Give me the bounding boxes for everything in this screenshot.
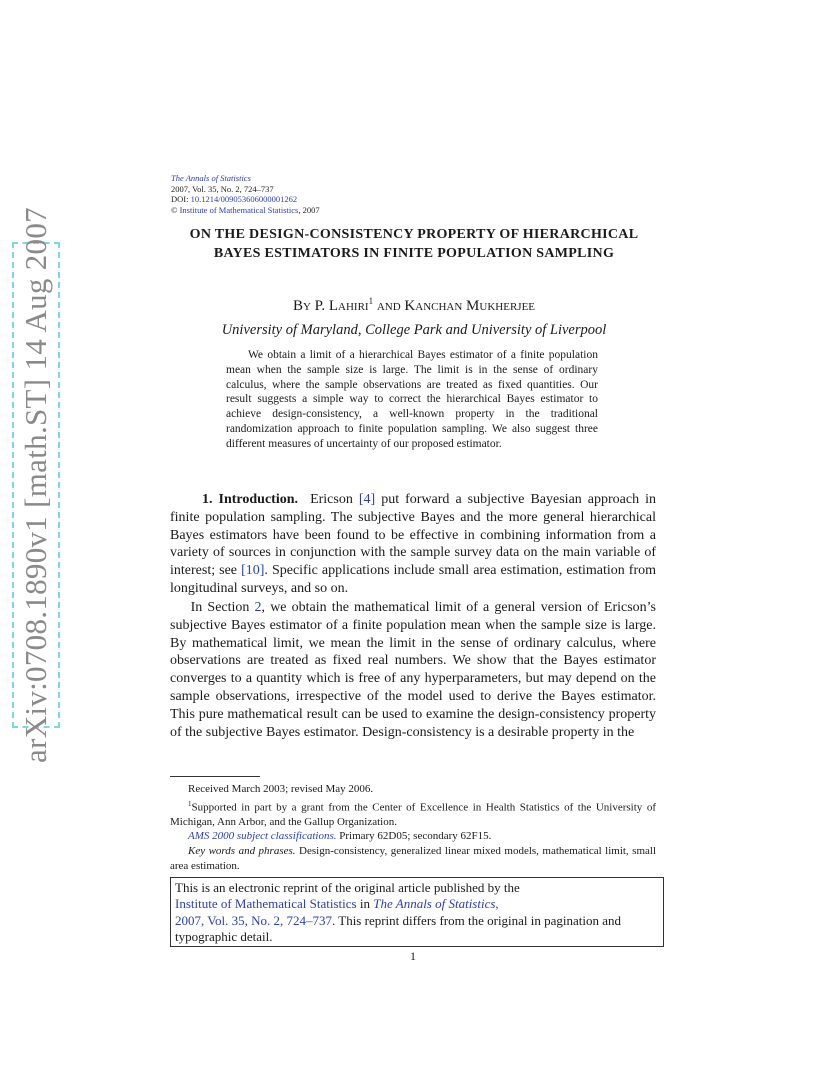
author-lahiri: P. Lahiri <box>314 298 369 314</box>
citation-link-10[interactable]: [10] <box>241 563 265 579</box>
support-note <box>170 797 656 830</box>
journal-volume: 2007, Vol. 35, No. 2, 724–737 <box>171 183 274 194</box>
keywords-text: Design-consistency, generalized linear mixed models, mathematical limit, small area estimation. <box>170 845 656 872</box>
reprint-notice <box>170 877 664 947</box>
reprint-line-1: This is an electronic reprint of the original article published by the <box>175 880 520 895</box>
section-link-2[interactable]: 2 <box>254 600 262 615</box>
copyright-icon: © <box>171 204 178 215</box>
ams-text: Primary 62D05; secondary 62F15. <box>336 830 492 843</box>
ams-link[interactable]: AMS 2000 subject classifications. <box>188 830 337 843</box>
journal-name-link[interactable]: The Annals of Statistics <box>171 173 251 183</box>
support-text: Supported in part by a grant from the Center of Excellence in Health Statistics of the University of Michigan, Ann Arbor, and the Gallup Organization. <box>170 801 656 828</box>
author-mukherjee: Kanchan Mukherjee <box>404 298 536 314</box>
intro-paragraph-1 <box>170 491 656 598</box>
intro-text-1b: put forward a subjective Bayesian approach in finite population sampling. The subjective Bayes and the more general hierarchical Bayes estimators have been found to be effective in combining information from a variety of sources in conjunction with the sample survey data on the main variable of interest; see <box>170 492 657 579</box>
footnote-divider <box>170 776 260 777</box>
reprint-rest: . This reprint differs from the original in pagination and typographic detail. <box>175 912 622 945</box>
reprint-journal-link[interactable]: The Annals of Statistics <box>373 896 496 912</box>
arxiv-identifier[interactable]: arXiv:0708.1890v1 [math.ST] 14 Aug 2007 <box>18 207 53 763</box>
reprint-ims-link[interactable]: Institute of Mathematical Statistics <box>175 896 357 912</box>
received-note: Received March 2003; revised May 2006. <box>188 783 374 795</box>
intro-text-2a: In Section <box>190 600 255 615</box>
section-heading-introduction: 1. Introduction. <box>202 492 299 507</box>
citation-link-4[interactable]: [4] <box>358 492 376 507</box>
intro-text-1a: Ericson <box>310 492 359 507</box>
ams-classification <box>170 829 656 844</box>
abstract: We obtain a limit of a hierarchical Bayes estimator of a finite population mean when the sample size is large. The limit is in the sense of ordinary calculus, where the sample observations are treated as fixed quantities. Our result suggests a simple way to correct the hierarchical Bayes estimator to achieve design-consistency, a well-known property in the traditional randomization approach to finite population sampling. We also suggest three different measures of uncertainty of our proposed estimator. <box>226 349 598 450</box>
doi-label: DOI: <box>171 194 191 204</box>
page-number: 1 <box>410 949 416 963</box>
support-footnote-mark: 1 <box>188 799 192 808</box>
reprint-issue-link[interactable]: 2007, Vol. 35, No. 2, 724–737 <box>175 912 332 928</box>
intro-text-1c: . Specific applications include small area estimation, estimation from longitudinal surveys, and so on. <box>170 563 656 596</box>
keywords <box>170 844 656 873</box>
copyright-year: , 2007 <box>298 204 320 215</box>
reprint-in: in <box>356 896 374 912</box>
author-line <box>170 296 658 315</box>
intro-paragraph-2 <box>170 599 656 741</box>
author-footnote-mark[interactable]: 1 <box>368 296 374 306</box>
reprint-comma: , <box>495 896 499 912</box>
intro-text-2b: , we obtain the mathematical limit of a general version of Ericson’s subjective Bayes estimator of a finite population mean when the sample size is large. By mathematical limit, we mean the limit in the sense of ordinary calculus, where observations are treated as fixed real numbers. We show that the Bayes estimator converges to a quantity which is free of any hyperparameters, but may depend on the sample observations, irrespective of the model used to derive the Bayes estimator. This pure mathematical result can be used to examine the design-consistency property of the subjective Bayes estimator. Design-consistency is a desirable property in the <box>170 600 656 740</box>
footnotes <box>170 782 656 873</box>
keywords-label: Key words and phrases. <box>188 845 296 858</box>
copyright-ims-link[interactable]: Institute of Mathematical Statistics <box>179 204 299 215</box>
journal-info <box>171 173 320 215</box>
by-label: By <box>292 298 311 314</box>
paper-title: ON THE DESIGN-CONSISTENCY PROPERTY OF HIERARCHICAL BAYES ESTIMATORS IN FINITE POPULATION SAMPLING <box>189 227 639 261</box>
affiliation: University of Maryland, College Park and University of Liverpool <box>221 322 607 338</box>
doi-link[interactable]: 10.1214/009053606000001262 <box>190 194 298 204</box>
and-label: and <box>376 298 401 314</box>
